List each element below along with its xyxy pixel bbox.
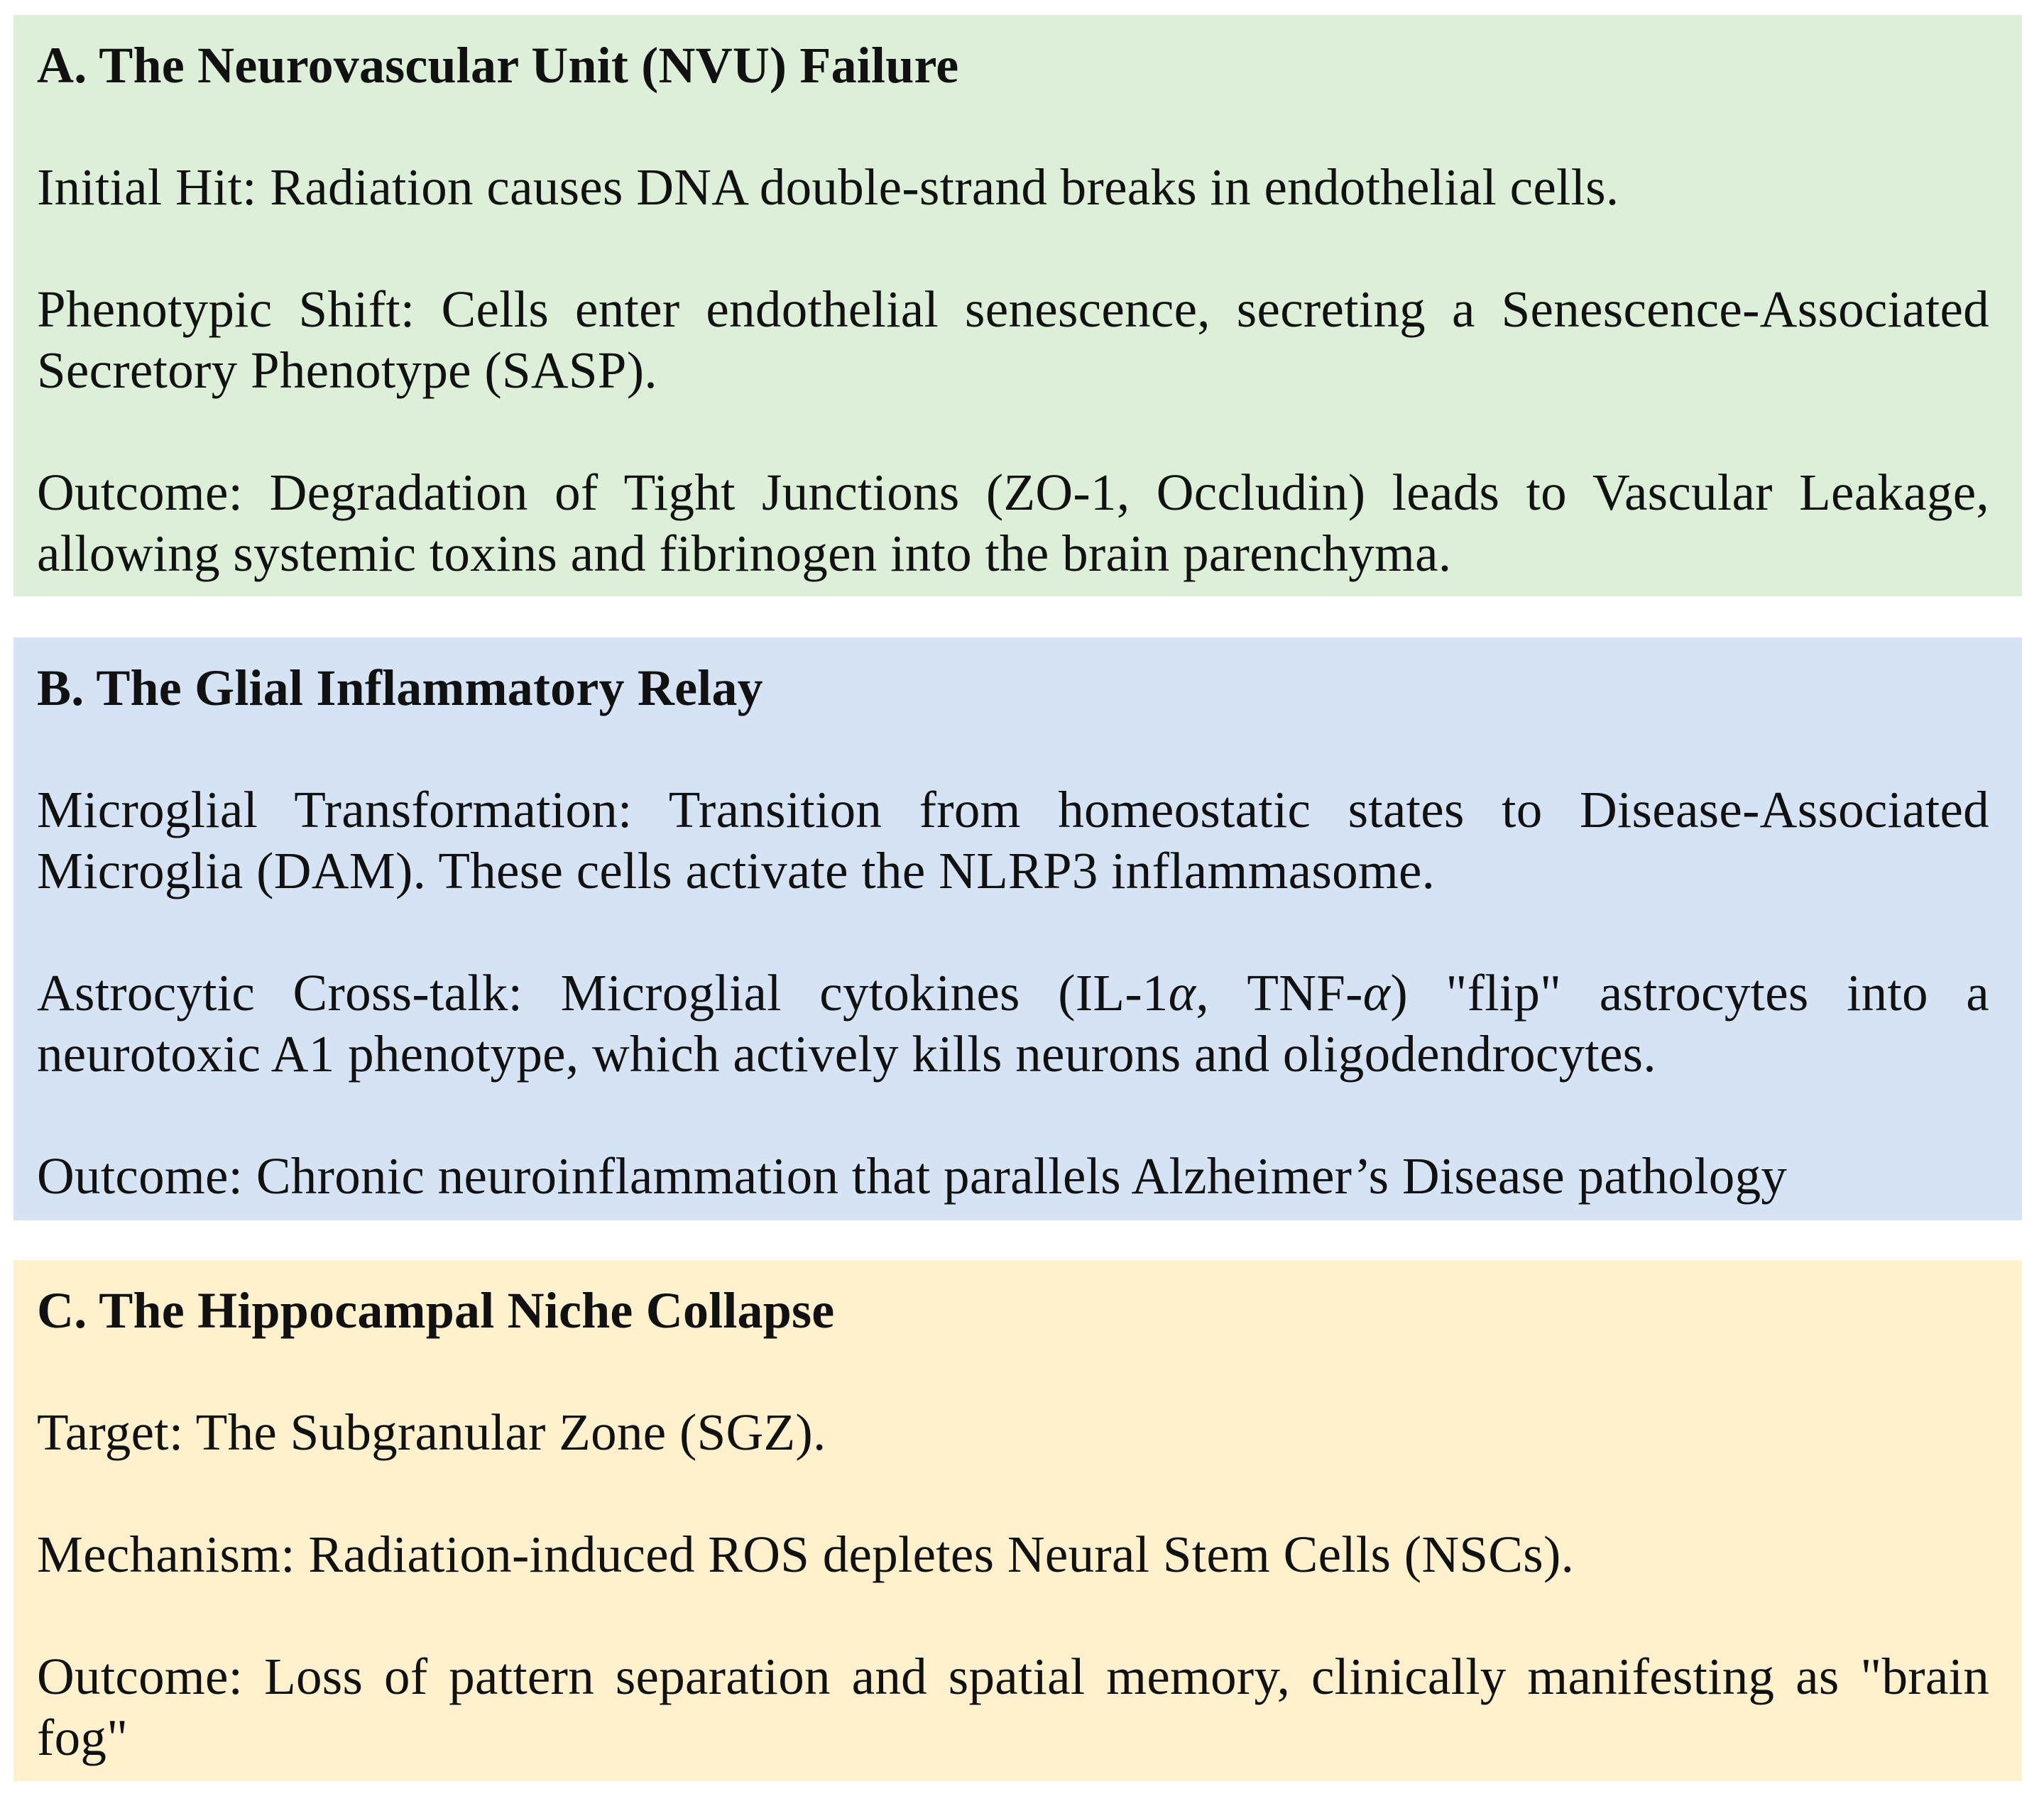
alpha-symbol: α (1362, 964, 1391, 1022)
panel-glial-inflammatory-relay (13, 637, 2022, 1220)
paragraph-initial-hit: Initial Hit: Radiation causes DNA double-strand breaks in endothelial cells. (37, 158, 1619, 216)
paragraph-outcome: Outcome: Chronic neuroinflammation that parallels Alzheimer’s Disease pathology (37, 1147, 1788, 1205)
panel-hippocampal-niche-collapse (13, 1260, 2022, 1781)
paragraph-outcome: Outcome: Loss of pattern separation and spatial memory, clinically manifesting as "brain fog" (37, 1648, 1989, 1766)
text-segment: , TNF- (1196, 964, 1363, 1022)
paragraph-phenotypic-shift: Phenotypic Shift: Cells enter endothelial senescence, secreting a Senescence-Associated Secretory Phenotype (SASP). (37, 280, 1989, 399)
paragraph-astrocytic-cross-talk (37, 963, 1989, 1085)
panel-nvu-failure (13, 15, 2022, 596)
paragraph-mechanism: Mechanism: Radiation-induced ROS depletes Neural Stem Cells (NSCs). (37, 1526, 1575, 1583)
panel-title: C. The Hippocampal Niche Collapse (37, 1282, 835, 1339)
panel-title: B. The Glial Inflammatory Relay (37, 660, 763, 716)
text-segment: Astrocytic Cross-talk: Microglial cytokines (IL-1 (37, 964, 1169, 1022)
paragraph-microglial-transformation: Microglial Transformation: Transition from homeostatic states to Disease-Associated Microglia (DAM). These cells activate the NLRP3 inflammasome. (37, 781, 1989, 899)
paragraph-outcome: Outcome: Degradation of Tight Junctions (ZO-1, Occludin) leads to Vascular Leakage, allowing systemic toxins and fibrinogen into the brain parenchyma. (37, 464, 1989, 582)
alpha-symbol: α (1168, 964, 1196, 1022)
paragraph-target: Target: The Subgranular Zone (SGZ). (37, 1403, 826, 1461)
panel-title: A. The Neurovascular Unit (NVU) Failure (37, 37, 959, 94)
text-segment: ) "flip" astrocytes into a neurotoxic A1 phenotype, which actively kills neurons and oligodendrocytes. (37, 964, 1989, 1083)
